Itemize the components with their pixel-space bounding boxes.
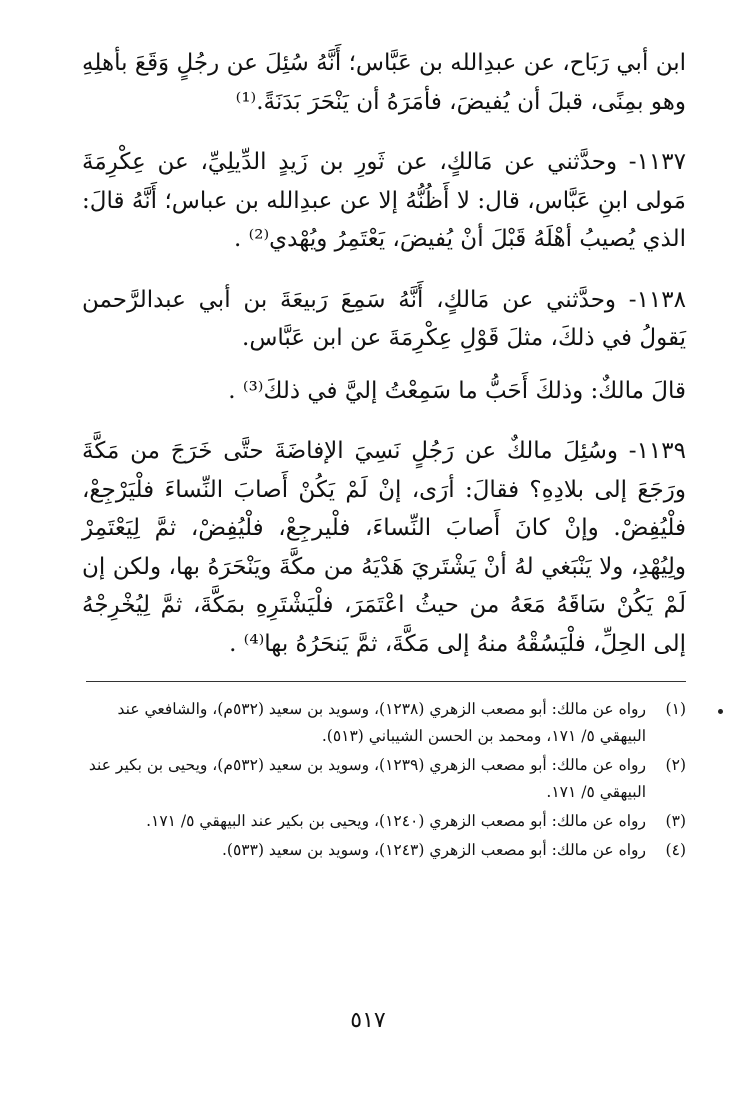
footnote-text: رواه عن مالك: أبو مصعب الزهري (١٢٣٨)، وسويد بن سعيد (٥٣٢م)، والشافعي عند البيهقي ٥/ ١٧١، ومحمد بن الحسن الشيباني (٥١٣).	[117, 700, 646, 745]
footnote-3	[86, 808, 686, 835]
footnote-4	[86, 837, 686, 864]
footnote-number: (٤)	[665, 841, 686, 859]
paragraph-1139: ١١٣٩- وسُئِلَ مالكٌ عن رَجُلٍ نَسِيَ الإفاضَةَ حتَّى خَرَجَ من مَكَّةَ ورَجَعَ إلى بلادِهِ؟ فقالَ: أرَى، إنْ لَمْ يَكُنْ أَصابَ النِّساءَ فلْيَرْجِعْ، فلْيُفِضْ. وإنْ كانَ أَصابَ النِّساءَ، فلْيرجِعْ، فلْيُفِضْ، ثمَّ لِيَعْتَمِرْ ولِيُهْدِ، ولا يَنْبَغي لهُ أنْ يَشْتَريَ هَدْيَهُ من مكَّةَ ويَنْحَرَهُ بها، ولكن إن لَمْ يَكُنْ سَاقَهُ مَعَهُ من حيثُ اعْتَمَرَ، فلْيَشْتَرِهِ بمَكَّةَ، ثمَّ لِيُخْرِجْهُ إلى الحِلِّ، فلْيَسُقْهُ منهُ إلى مَكَّةَ، ثمَّ يَنحَرُهُ بها⁽⁴⁾ .	[82, 438, 686, 657]
footnote-2	[86, 752, 686, 806]
footnote-text: رواه عن مالك: أبو مصعب الزهري (١٢٤٣)، وسويد بن سعيد (٥٣٣).	[221, 841, 646, 859]
main-text	[82, 44, 686, 685]
footnote-number: (٢)	[665, 756, 686, 774]
footnote-separator	[86, 681, 686, 682]
footnote-text: رواه عن مالك: أبو مصعب الزهري (١٢٣٩)، وسويد بن سعيد (٥٣٢م)، ويحيى بن بكير عند البيهقي ٥/ ١٧١.	[88, 756, 646, 801]
paragraph-continuation: ابن أبي رَبَاح، عن عبدِالله بن عَبَّاس؛ أَنَّهُ سُئِلَ عن رجُلٍ وَقَعَ بأهلِهِ وهو بمِنًى، قبلَ أن يُفيضَ، فأمَرَهُ أن يَنْحَرَ بَدَنَةً.⁽¹⁾	[82, 50, 686, 115]
footnote-1	[86, 696, 686, 750]
footnote-text: رواه عن مالك: أبو مصعب الزهري (١٢٤٠)، ويحيى بن بكير عند البيهقي ٥/ ١٧١.	[146, 812, 646, 830]
footnote-number: (٣)	[665, 812, 686, 830]
margin-mark	[718, 709, 723, 714]
paragraph-1137: ١١٣٧- وحدَّثني عن مَالكٍ، عن ثَورِ بن زَيدٍ الدِّيلِيِّ، عن عِكْرِمَةَ مَولى ابنِ عَبَّاس، قال: لا أَظُنُّهُ إلا عن عبدِالله بن عباس؛ أَنَّهُ قالَ: الذي يُصيبُ أهْلَهُ قَبْلَ أنْ يُفيضَ، يَعْتَمِرُ ويُهْدي⁽²⁾ .	[82, 149, 686, 252]
footnote-number: (١)	[665, 700, 686, 718]
footnotes	[86, 696, 686, 866]
page-number: ٥١٧	[350, 1008, 386, 1033]
paragraph-malik-statement: قالَ مالكٌ: وذلكَ أَحَبُّ ما سَمِعْتُ إليَّ في ذلكَ⁽³⁾ .	[228, 377, 686, 404]
paragraph-1138: ١١٣٨- وحدَّثني عن مَالكٍ، أَنَّهُ سَمِعَ رَبيعَةَ بن أبي عبدالرَّحمن يَقولُ في ذلكَ، مثلَ قَوْلِ عِكْرِمَةَ عن ابن عَبَّاس.	[82, 286, 686, 351]
